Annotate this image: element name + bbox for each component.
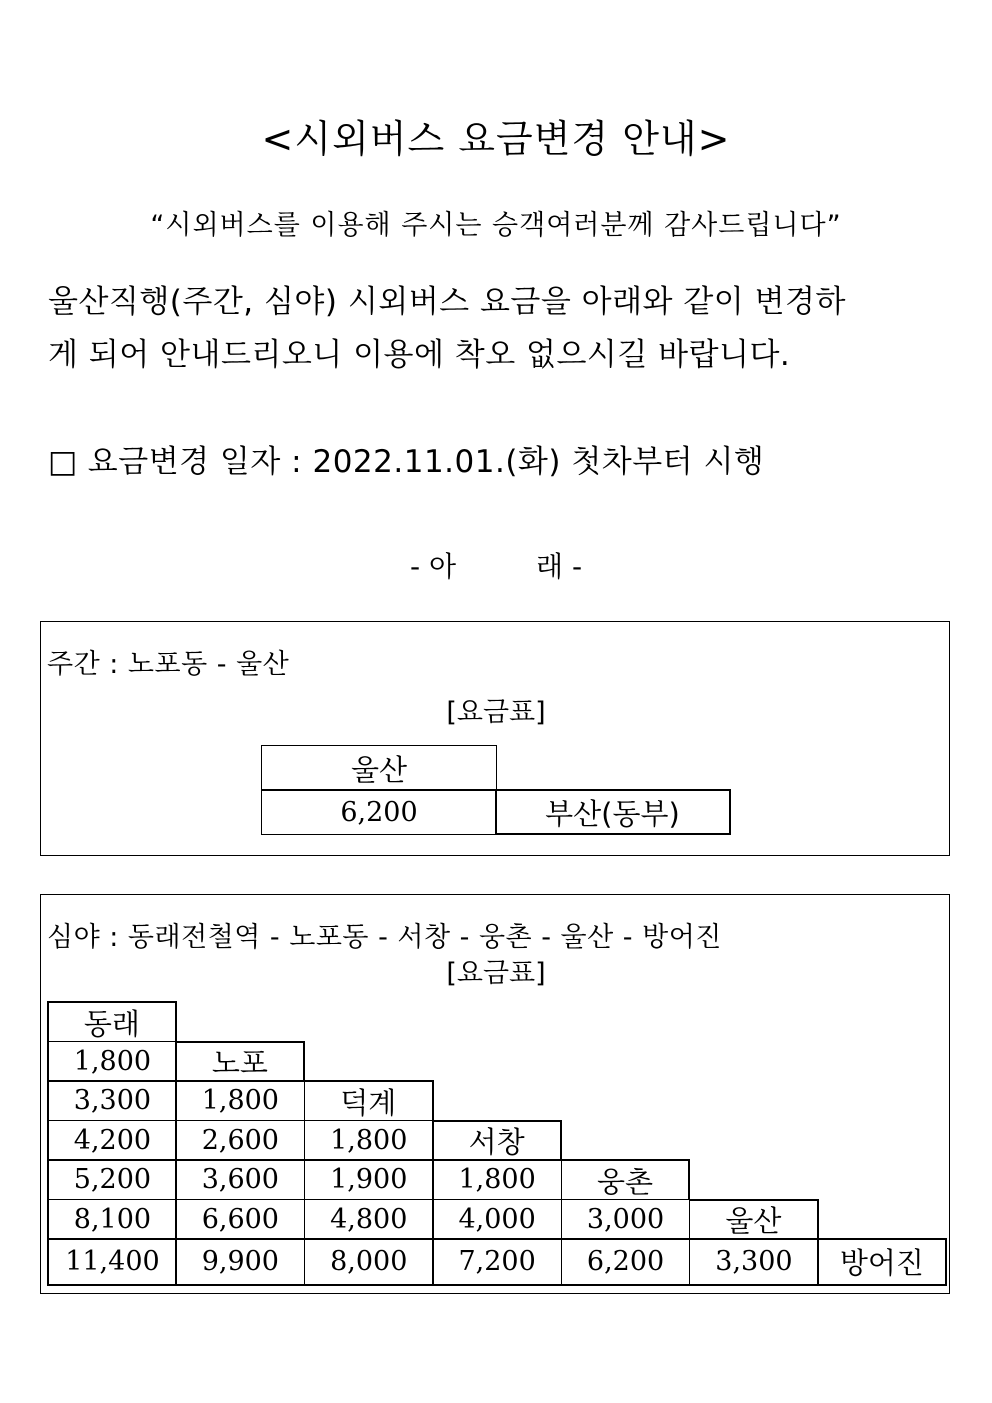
intro-line-2: 게 되어 안내드리오니 이용에 착오 없으시길 바랍니다. bbox=[48, 337, 791, 373]
station-label: 방어진 bbox=[817, 1238, 947, 1286]
fare-cell: 1,900 bbox=[304, 1159, 434, 1200]
day-station-busan: 부산(동부) bbox=[495, 789, 731, 835]
fare-cell: 1,800 bbox=[304, 1120, 434, 1161]
station-label: 웅촌 bbox=[561, 1159, 691, 1200]
night-fare-caption: [요금표] bbox=[446, 958, 546, 989]
fare-cell: 1,800 bbox=[432, 1159, 562, 1200]
fare-cell: 1,800 bbox=[175, 1080, 305, 1121]
fare-cell: 6,600 bbox=[175, 1199, 305, 1240]
intro-line-1: 울산직행(주간, 심야) 시외버스 요금을 아래와 같이 변경하 bbox=[48, 284, 846, 320]
fare-cell: 11,400 bbox=[47, 1238, 177, 1286]
intro-paragraph bbox=[48, 276, 948, 382]
day-fare-panel bbox=[40, 621, 950, 856]
night-fare-panel bbox=[40, 894, 950, 1294]
fare-cell: 5,200 bbox=[47, 1159, 177, 1200]
day-station-ulsan: 울산 bbox=[261, 745, 497, 791]
station-label: 서창 bbox=[432, 1120, 562, 1161]
fare-cell: 3,000 bbox=[561, 1199, 691, 1240]
fare-cell: 4,000 bbox=[432, 1199, 562, 1240]
greeting-text: “시외버스를 이용해 주시는 승객여러분께 감사드립니다” bbox=[150, 210, 842, 241]
day-fare-cell: 6,200 bbox=[261, 789, 497, 835]
fare-cell: 8,100 bbox=[47, 1199, 177, 1240]
fare-cell: 6,200 bbox=[561, 1238, 691, 1286]
station-label: 동래 bbox=[47, 1001, 177, 1042]
fare-cell: 7,200 bbox=[432, 1238, 562, 1286]
fare-cell: 3,300 bbox=[689, 1238, 819, 1286]
fare-cell: 3,300 bbox=[47, 1080, 177, 1121]
fare-cell: 1,800 bbox=[47, 1041, 177, 1082]
station-label: 노포 bbox=[175, 1041, 305, 1082]
night-route: 심야 : 동래전철역 - 노포동 - 서창 - 웅촌 - 울산 - 방어진 bbox=[47, 922, 722, 953]
change-date-line bbox=[48, 436, 764, 481]
checkbox-icon: □ bbox=[48, 444, 78, 480]
fare-cell: 8,000 bbox=[304, 1238, 434, 1286]
fare-cell: 9,900 bbox=[175, 1238, 305, 1286]
page-title: <시외버스 요금변경 안내> bbox=[261, 117, 731, 161]
fare-cell: 4,200 bbox=[47, 1120, 177, 1161]
station-label: 덕계 bbox=[304, 1080, 434, 1121]
below-marker-left: - 아 bbox=[409, 550, 456, 583]
station-label: 울산 bbox=[689, 1199, 819, 1240]
below-marker bbox=[0, 545, 992, 585]
change-date-text: 요금변경 일자 : 2022.11.01.(화) 첫차부터 시행 bbox=[87, 444, 765, 480]
day-fare-caption: [요금표] bbox=[446, 697, 546, 728]
fare-cell: 3,600 bbox=[175, 1159, 305, 1200]
below-marker-right: 래 - bbox=[536, 550, 583, 583]
day-route: 주간 : 노포동 - 울산 bbox=[47, 649, 290, 680]
fare-cell: 4,800 bbox=[304, 1199, 434, 1240]
fare-cell: 2,600 bbox=[175, 1120, 305, 1161]
